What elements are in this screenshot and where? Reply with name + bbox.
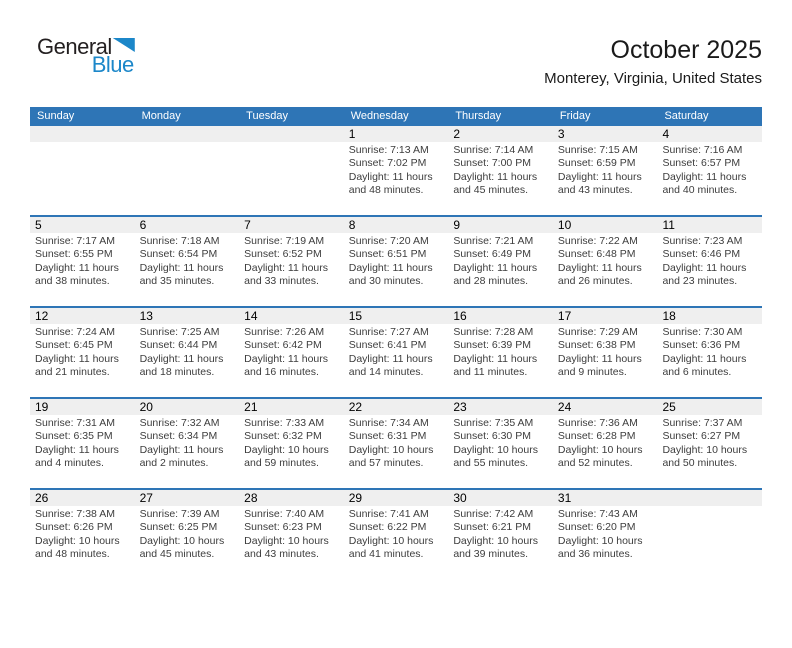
day-detail-line: Sunrise: 7:22 AM bbox=[557, 235, 638, 247]
day-detail-line: Daylight: 10 hours and 41 minutes. bbox=[348, 534, 434, 561]
day-number-cell: 21 bbox=[244, 400, 258, 414]
day-number-cell: 7 bbox=[244, 218, 251, 232]
day-detail-line: Daylight: 11 hours and 9 minutes. bbox=[557, 352, 642, 379]
day-detail-line: Daylight: 10 hours and 55 minutes. bbox=[453, 443, 538, 470]
day-detail-line: Daylight: 11 hours and 11 minutes. bbox=[453, 352, 538, 379]
day-detail-line: Sunset: 6:46 PM bbox=[662, 248, 741, 261]
weekday-header-wednesday: Wednesday bbox=[350, 110, 409, 122]
day-detail-line: Daylight: 11 hours and 30 minutes. bbox=[348, 261, 433, 288]
day-detail-line: Daylight: 11 hours and 14 minutes. bbox=[348, 352, 433, 379]
day-detail-line: Sunset: 6:55 PM bbox=[35, 248, 113, 261]
day-detail-line: Daylight: 10 hours and 57 minutes. bbox=[348, 443, 434, 470]
day-detail-line: Sunrise: 7:21 AM bbox=[453, 235, 534, 247]
day-detail-line: Sunrise: 7:24 AM bbox=[35, 326, 115, 338]
day-detail-line: Sunrise: 7:25 AM bbox=[139, 326, 220, 338]
day-details-cell bbox=[135, 415, 240, 488]
day-number-cell: 11 bbox=[662, 218, 675, 232]
day-detail-line: Sunrise: 7:33 AM bbox=[244, 417, 325, 429]
calendar-week-row bbox=[30, 126, 762, 215]
day-detail-line: Daylight: 10 hours and 43 minutes. bbox=[244, 534, 329, 561]
day-detail-line: Sunrise: 7:20 AM bbox=[348, 235, 429, 247]
day-details-cell bbox=[344, 324, 449, 397]
day-detail-line: Daylight: 11 hours and 48 minutes. bbox=[348, 170, 433, 197]
day-details-strip bbox=[30, 415, 762, 488]
day-detail-line: Daylight: 11 hours and 26 minutes. bbox=[557, 261, 642, 288]
day-detail-line: Sunset: 6:25 PM bbox=[139, 521, 218, 534]
day-number-cell: 18 bbox=[662, 309, 676, 323]
day-detail-line: Sunset: 6:52 PM bbox=[244, 248, 322, 261]
day-number-cell: 12 bbox=[35, 309, 49, 323]
day-detail-line: Daylight: 11 hours and 6 minutes. bbox=[662, 352, 747, 379]
day-detail-line: Sunrise: 7:29 AM bbox=[557, 326, 638, 338]
day-number-cell: 5 bbox=[35, 218, 42, 232]
day-detail-line: Sunset: 6:27 PM bbox=[662, 430, 741, 443]
day-detail-line: Daylight: 11 hours and 18 minutes. bbox=[139, 352, 224, 379]
header-titles bbox=[544, 36, 762, 87]
day-detail-line: Daylight: 11 hours and 2 minutes. bbox=[139, 443, 224, 470]
weekday-header-friday: Friday bbox=[559, 110, 591, 122]
day-detail-line: Daylight: 10 hours and 59 minutes. bbox=[244, 443, 329, 470]
day-detail-line: Sunrise: 7:17 AM bbox=[35, 235, 115, 247]
day-number-strip bbox=[30, 217, 762, 233]
day-details-cell bbox=[135, 324, 240, 397]
day-details-cell bbox=[239, 415, 344, 488]
day-detail-line: Sunrise: 7:40 AM bbox=[244, 508, 325, 520]
day-detail-line: Sunset: 6:45 PM bbox=[35, 339, 113, 352]
day-number-strip bbox=[30, 490, 762, 506]
day-detail-line: Sunset: 6:49 PM bbox=[453, 248, 531, 261]
logo-triangle-icon bbox=[113, 38, 135, 52]
weekday-header-thursday: Thursday bbox=[455, 110, 502, 122]
weekday-header-saturday: Saturday bbox=[664, 110, 709, 122]
day-details-cell bbox=[344, 506, 449, 579]
day-number-strip bbox=[30, 399, 762, 415]
day-number-cell: 9 bbox=[453, 218, 460, 232]
day-detail-line: Sunset: 6:28 PM bbox=[557, 430, 636, 443]
day-details-cell bbox=[135, 506, 240, 579]
day-details-cell bbox=[657, 142, 762, 215]
page-root bbox=[0, 36, 792, 648]
day-detail-line: Sunrise: 7:23 AM bbox=[662, 235, 743, 247]
day-number-cell: 4 bbox=[662, 127, 670, 141]
day-number-cell: 19 bbox=[35, 400, 49, 414]
day-details-cell bbox=[553, 415, 658, 488]
day-detail-line: Daylight: 11 hours and 23 minutes. bbox=[662, 261, 747, 288]
day-detail-line: Sunset: 7:00 PM bbox=[453, 157, 531, 170]
day-number-cell: 29 bbox=[348, 491, 363, 505]
empty-day-number-cell bbox=[239, 126, 344, 142]
calendar-grid bbox=[30, 126, 762, 579]
day-detail-line: Daylight: 11 hours and 43 minutes. bbox=[557, 170, 642, 197]
day-number-cell: 17 bbox=[557, 309, 572, 323]
day-detail-line: Sunset: 6:59 PM bbox=[557, 157, 636, 170]
day-details-cell bbox=[239, 233, 344, 306]
day-detail-line: Sunset: 6:26 PM bbox=[35, 521, 113, 534]
day-detail-line: Sunrise: 7:37 AM bbox=[662, 417, 743, 429]
day-details-cell bbox=[239, 506, 344, 579]
day-number-cell: 15 bbox=[348, 309, 363, 323]
day-detail-line: Daylight: 10 hours and 45 minutes. bbox=[139, 534, 225, 561]
day-detail-line: Sunset: 7:02 PM bbox=[348, 157, 427, 170]
day-detail-line: Sunset: 6:41 PM bbox=[348, 339, 427, 352]
day-number-cell: 14 bbox=[244, 309, 258, 323]
day-detail-line: Daylight: 11 hours and 40 minutes. bbox=[662, 170, 747, 197]
day-number-cell: 1 bbox=[348, 127, 356, 141]
day-number-cell: 13 bbox=[139, 309, 153, 323]
day-detail-line: Sunset: 6:54 PM bbox=[139, 248, 218, 261]
day-detail-line: Daylight: 11 hours and 35 minutes. bbox=[139, 261, 224, 288]
empty-day-number-cell bbox=[657, 490, 762, 506]
day-detail-line: Sunset: 6:23 PM bbox=[244, 521, 322, 534]
day-details-strip bbox=[30, 506, 762, 579]
day-details-cell bbox=[553, 233, 658, 306]
day-detail-line: Daylight: 10 hours and 39 minutes. bbox=[453, 534, 538, 561]
logo-text-blue: Blue bbox=[91, 52, 134, 77]
day-detail-line: Sunset: 6:22 PM bbox=[348, 521, 427, 534]
empty-day-number-cell bbox=[30, 126, 135, 142]
brand-logo bbox=[37, 36, 135, 76]
day-number-cell: 24 bbox=[557, 400, 572, 414]
day-details-cell bbox=[30, 233, 135, 306]
day-detail-line: Sunset: 6:48 PM bbox=[557, 248, 636, 261]
day-detail-line: Sunrise: 7:38 AM bbox=[35, 508, 115, 520]
day-detail-line: Daylight: 11 hours and 4 minutes. bbox=[35, 443, 119, 470]
calendar-week-row bbox=[30, 215, 762, 306]
day-details-cell bbox=[553, 142, 658, 215]
day-detail-line: Daylight: 11 hours and 28 minutes. bbox=[453, 261, 538, 288]
day-number-cell: 16 bbox=[453, 309, 467, 323]
empty-day-details-cell bbox=[30, 142, 135, 215]
day-detail-line: Sunrise: 7:32 AM bbox=[139, 417, 220, 429]
day-number-cell: 25 bbox=[662, 400, 676, 414]
day-details-strip bbox=[30, 142, 762, 215]
day-detail-line: Sunrise: 7:35 AM bbox=[453, 417, 534, 429]
day-details-cell bbox=[30, 506, 135, 579]
day-details-cell bbox=[30, 415, 135, 488]
weekday-header-sunday: Sunday bbox=[37, 110, 75, 122]
day-number-cell: 31 bbox=[557, 491, 572, 505]
day-detail-line: Sunrise: 7:34 AM bbox=[348, 417, 429, 429]
day-number-strip bbox=[30, 126, 762, 142]
weekday-header-row bbox=[30, 107, 762, 126]
day-detail-line: Sunrise: 7:16 AM bbox=[662, 144, 743, 156]
day-number-cell: 2 bbox=[453, 127, 460, 141]
day-detail-line: Sunrise: 7:19 AM bbox=[244, 235, 325, 247]
day-detail-line: Sunrise: 7:42 AM bbox=[453, 508, 534, 520]
day-details-cell bbox=[30, 324, 135, 397]
day-details-cell bbox=[448, 415, 553, 488]
day-details-cell bbox=[344, 415, 449, 488]
day-detail-line: Sunrise: 7:36 AM bbox=[557, 417, 638, 429]
day-details-cell bbox=[239, 324, 344, 397]
day-detail-line: Sunrise: 7:26 AM bbox=[244, 326, 325, 338]
day-detail-line: Sunrise: 7:31 AM bbox=[35, 417, 115, 429]
day-detail-line: Sunset: 6:30 PM bbox=[453, 430, 531, 443]
empty-day-number-cell bbox=[135, 126, 240, 142]
day-detail-line: Daylight: 10 hours and 36 minutes. bbox=[557, 534, 643, 561]
day-details-cell bbox=[344, 233, 449, 306]
day-number-cell: 6 bbox=[139, 218, 147, 232]
day-detail-line: Daylight: 10 hours and 48 minutes. bbox=[35, 534, 120, 561]
day-number-cell: 10 bbox=[557, 218, 572, 232]
weekday-header-tuesday: Tuesday bbox=[246, 110, 288, 122]
day-detail-line: Sunset: 6:21 PM bbox=[453, 521, 531, 534]
day-detail-line: Sunrise: 7:18 AM bbox=[139, 235, 220, 247]
day-detail-line: Sunset: 6:35 PM bbox=[35, 430, 113, 443]
day-detail-line: Sunrise: 7:14 AM bbox=[453, 144, 534, 156]
day-detail-line: Daylight: 11 hours and 21 minutes. bbox=[35, 352, 119, 379]
day-details-cell bbox=[448, 233, 553, 306]
day-number-cell: 27 bbox=[139, 491, 153, 505]
day-detail-line: Sunset: 6:38 PM bbox=[557, 339, 636, 352]
weekday-header-monday: Monday bbox=[141, 110, 181, 122]
day-details-cell bbox=[657, 233, 762, 306]
day-detail-line: Sunset: 6:57 PM bbox=[662, 157, 741, 170]
day-detail-line: Sunset: 6:39 PM bbox=[453, 339, 531, 352]
calendar-week-row bbox=[30, 397, 762, 488]
day-number-cell: 30 bbox=[453, 491, 467, 505]
day-number-cell: 8 bbox=[348, 218, 356, 232]
page-subtitle: Monterey, Virginia, United States bbox=[544, 69, 762, 87]
day-number-cell: 28 bbox=[244, 491, 258, 505]
empty-day-details-cell bbox=[657, 506, 762, 579]
empty-day-details-cell bbox=[135, 142, 240, 215]
day-detail-line: Sunset: 6:51 PM bbox=[348, 248, 427, 261]
top-bar bbox=[37, 36, 762, 98]
day-details-strip bbox=[30, 324, 762, 397]
day-detail-line: Daylight: 11 hours and 38 minutes. bbox=[35, 261, 119, 288]
day-details-cell bbox=[553, 324, 658, 397]
day-number-cell: 26 bbox=[35, 491, 49, 505]
day-details-cell bbox=[448, 142, 553, 215]
day-detail-line: Daylight: 11 hours and 16 minutes. bbox=[244, 352, 329, 379]
day-detail-line: Sunrise: 7:39 AM bbox=[139, 508, 220, 520]
day-details-cell bbox=[553, 506, 658, 579]
day-details-cell bbox=[135, 233, 240, 306]
day-number-cell: 22 bbox=[348, 400, 363, 414]
day-detail-line: Daylight: 10 hours and 52 minutes. bbox=[557, 443, 643, 470]
day-detail-line: Sunrise: 7:28 AM bbox=[453, 326, 534, 338]
day-details-cell bbox=[448, 324, 553, 397]
day-detail-line: Sunset: 6:31 PM bbox=[348, 430, 427, 443]
day-number-strip bbox=[30, 308, 762, 324]
day-detail-line: Sunrise: 7:15 AM bbox=[557, 144, 638, 156]
day-details-cell bbox=[657, 415, 762, 488]
day-number-cell: 20 bbox=[139, 400, 153, 414]
day-detail-line: Sunset: 6:20 PM bbox=[557, 521, 636, 534]
day-detail-line: Sunrise: 7:43 AM bbox=[557, 508, 638, 520]
calendar-week-row bbox=[30, 306, 762, 397]
day-number-cell: 23 bbox=[453, 400, 467, 414]
day-detail-line: Sunset: 6:36 PM bbox=[662, 339, 741, 352]
day-detail-line: Sunrise: 7:30 AM bbox=[662, 326, 743, 338]
day-detail-line: Sunset: 6:44 PM bbox=[139, 339, 218, 352]
calendar-table bbox=[30, 107, 762, 579]
calendar-week-row bbox=[30, 488, 762, 579]
day-detail-line: Sunset: 6:34 PM bbox=[139, 430, 218, 443]
day-detail-line: Daylight: 10 hours and 50 minutes. bbox=[662, 443, 748, 470]
day-detail-line: Sunset: 6:42 PM bbox=[244, 339, 322, 352]
empty-day-details-cell bbox=[239, 142, 344, 215]
day-detail-line: Sunrise: 7:27 AM bbox=[348, 326, 429, 338]
day-detail-line: Daylight: 11 hours and 45 minutes. bbox=[453, 170, 538, 197]
day-number-cell: 3 bbox=[557, 127, 565, 141]
day-details-strip bbox=[30, 233, 762, 306]
logo-text-general: General bbox=[37, 34, 112, 59]
day-detail-line: Daylight: 11 hours and 33 minutes. bbox=[244, 261, 329, 288]
day-details-cell bbox=[344, 142, 449, 215]
day-detail-line: Sunrise: 7:13 AM bbox=[348, 144, 429, 156]
page-title: October 2025 bbox=[610, 36, 762, 64]
day-details-cell bbox=[657, 324, 762, 397]
day-details-cell bbox=[448, 506, 553, 579]
day-detail-line: Sunset: 6:32 PM bbox=[244, 430, 322, 443]
day-detail-line: Sunrise: 7:41 AM bbox=[348, 508, 429, 520]
